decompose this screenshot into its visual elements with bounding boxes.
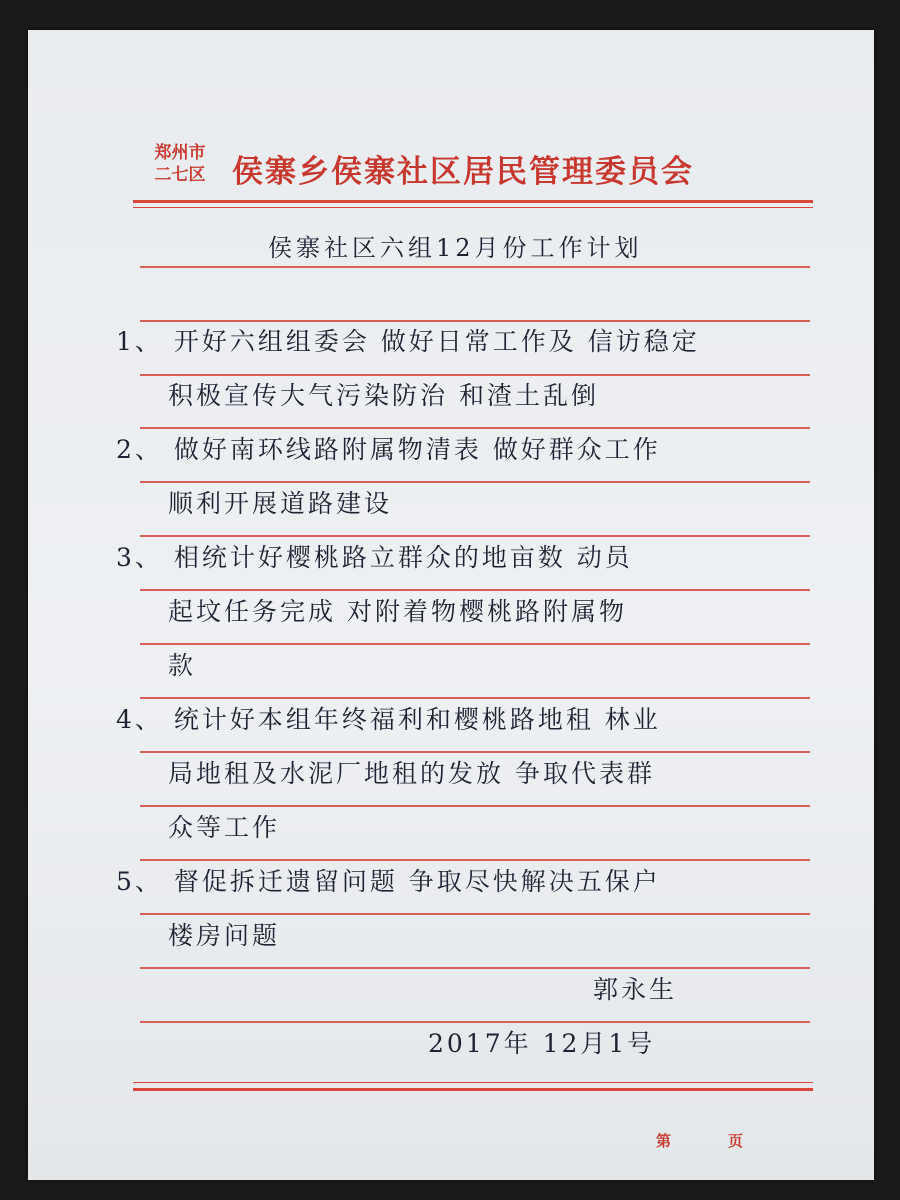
organization-name: 侯寨乡侯寨社区居民管理委员会 <box>232 154 694 190</box>
item-5-line-1: 5、 督促拆迁遗留问题 争取尽快解决五保户 <box>116 867 661 896</box>
letterhead-district <box>140 142 220 186</box>
header-rule-thick <box>133 200 813 203</box>
item-1-line-1: 1、 开好六组组委会 做好日常工作及 信访稳定 <box>116 327 700 356</box>
district-name: 二七区 <box>154 165 206 185</box>
ruled-line <box>140 805 810 807</box>
ruled-line <box>140 913 810 915</box>
item-3-line-2: 起坟任务完成 对附着物樱桃路附属物 <box>168 597 627 626</box>
city-name: 郑州市 <box>154 143 206 163</box>
plan-title: 侯寨社区六组12月份工作计划 <box>268 234 643 262</box>
letterhead <box>140 142 780 202</box>
item-1-line-2: 积极宣传大气污染防治 和渣土乱倒 <box>168 381 599 410</box>
item-4-line-2: 局地租及水泥厂地租的发放 争取代表群 <box>168 759 655 788</box>
item-2-line-2: 顺利开展道路建设 <box>168 489 393 518</box>
ruled-line <box>140 751 810 753</box>
ruled-line <box>140 859 810 861</box>
ruled-line <box>140 697 810 699</box>
header-rule-thin <box>133 207 813 208</box>
ruled-line <box>140 427 810 429</box>
footer-rule-thin <box>133 1082 813 1083</box>
ruled-line <box>140 967 810 969</box>
item-5-line-2: 楼房问题 <box>168 921 281 950</box>
ruled-line <box>140 643 810 645</box>
item-2-line-1: 2、 做好南环线路附属物清表 做好群众工作 <box>116 435 661 464</box>
page-label-suffix: 页 <box>728 1132 744 1150</box>
ruled-line <box>140 589 810 591</box>
ruled-line <box>140 266 810 268</box>
letter-paper <box>28 30 874 1180</box>
ruled-line <box>140 481 810 483</box>
page-label-prefix: 第 <box>656 1132 672 1150</box>
ruled-line <box>140 1021 810 1023</box>
item-4-line-3: 众等工作 <box>168 813 281 842</box>
signature: 郭永生 <box>593 975 678 1004</box>
footer-rule-thick <box>133 1088 813 1091</box>
item-3-line-3: 款 <box>168 651 197 680</box>
ruled-line <box>140 535 810 537</box>
item-4-line-1: 4、 统计好本组年终福利和樱桃路地租 林业 <box>116 705 661 734</box>
item-3-line-1: 3、 相统计好樱桃路立群众的地亩数 动员 <box>116 543 633 572</box>
date: 2017年 12月1号 <box>428 1029 656 1058</box>
